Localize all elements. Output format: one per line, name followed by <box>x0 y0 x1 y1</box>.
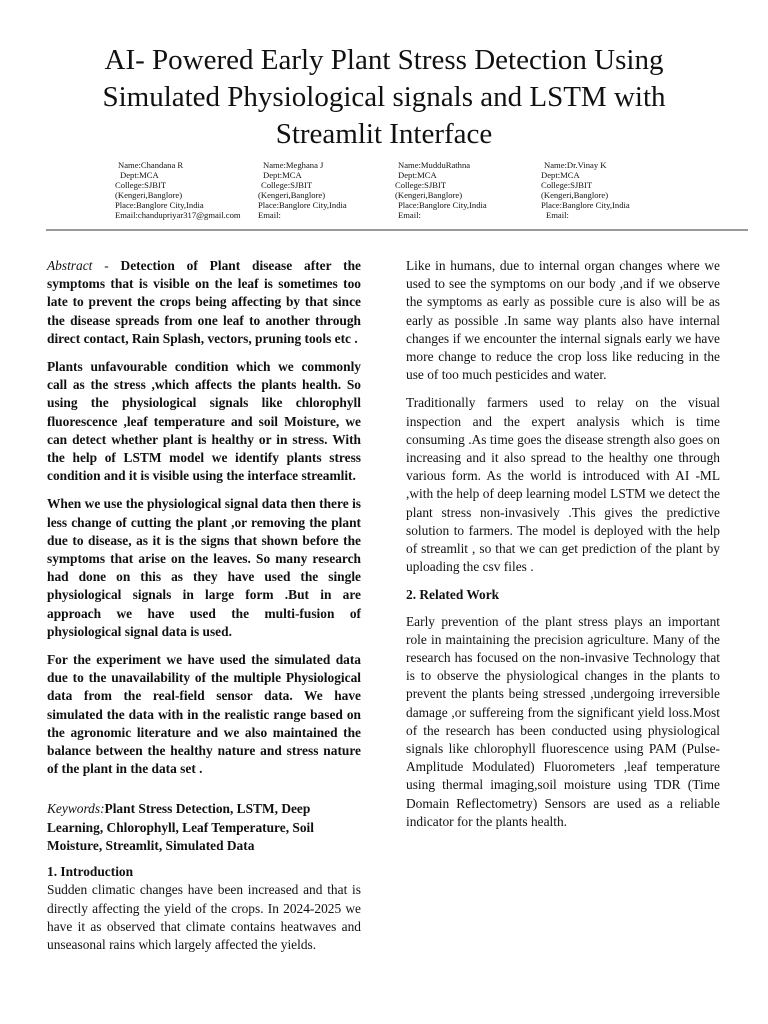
related-work-paragraph-1: Early prevention of the plant stress plays an important role in maintaining the precision agriculture. Many of the research has focused on the non-invasive Technology that is to observe the physiological changes in the plants to prevent the plants being stressed ,undergoing irreversible damage ,or suffereing from the significant yield loss.Most of the research has been conducted using physiological signals like chlorophyll fluorescence using PAM (Pulse-Amplitude Modulated) Fluorometers ,leaf temperature using thermal imaging,soil moisture using TDR (Time Domain Reflectometry) Sensors are used as a reliable indicator for the plants health. <box>406 613 720 829</box>
abstract-paragraph-3: When we use the physiological signal data then there is less change of cutting the plant ,or removing the plant due to disease, as it is the signs that shown before the symptoms that arise on the leaves. So many research had done on this as they have used the single physiological signals in large form .But in are approach we have used the multi-fusion of physiological signal data is used. <box>47 496 361 639</box>
author-location: (Kengeri,Banglore) <box>541 190 609 200</box>
author-college: College:SJBIT <box>541 180 593 190</box>
introduction-heading: 1. Introduction <box>47 864 134 880</box>
author-email: Email: <box>258 210 281 220</box>
author-email: Email: <box>546 210 569 220</box>
author-block <box>0 160 768 224</box>
author-dept: Dept:MCA <box>398 170 437 180</box>
keywords-text: Plant Stress Detection, LSTM, Deep Learning, Chlorophyll, Leaf Temperature, Soil Moisture, Streamlit, Simulated Data <box>47 801 314 853</box>
author-place: Place:Banglore City,India <box>258 200 347 210</box>
author-place: Place:Banglore City,India <box>398 200 487 210</box>
author-location: (Kengeri,Banglore) <box>115 190 183 200</box>
title-line-3: Streamlit Interface <box>275 118 493 150</box>
author-location: (Kengeri,Banglore) <box>395 190 463 200</box>
abstract-paragraph-1 <box>47 257 361 348</box>
keywords-paragraph <box>47 800 361 855</box>
author-4 <box>541 160 630 220</box>
author-place: Place:Banglore City,India <box>115 200 204 210</box>
author-3 <box>395 160 487 220</box>
title-line-1: AI- Powered Early Plant Stress Detection Using <box>104 44 664 76</box>
related-work-heading: 2. Related Work <box>406 587 500 603</box>
abstract-dash: - <box>92 258 121 273</box>
author-location: (Kengeri,Banglore) <box>258 190 326 200</box>
author-2 <box>258 160 347 220</box>
right-column <box>406 257 720 841</box>
author-name: Name:Chandana R <box>118 160 184 170</box>
header-divider <box>46 229 748 231</box>
title-line-2: Simulated Physiological signals and LSTM with <box>102 81 666 113</box>
left-column <box>47 257 361 964</box>
author-place: Place:Banglore City,India <box>541 200 630 210</box>
author-college: College:SJBIT <box>115 180 167 190</box>
author-name: Name:Meghana J <box>263 160 324 170</box>
author-name: Name:MudduRathna <box>398 160 471 170</box>
author-college: College:SJBIT <box>261 180 313 190</box>
author-college: College:SJBIT <box>395 180 447 190</box>
author-dept: Dept:MCA <box>120 170 159 180</box>
author-dept: Dept:MCA <box>263 170 302 180</box>
author-email: Email: <box>398 210 421 220</box>
keywords-label: Keywords: <box>47 801 105 817</box>
introduction-paragraph-2: Like in humans, due to internal organ changes where we used to see the symptoms on our body ,and if we observe the symptoms as early as possible cure is also will be as early as possible .In same way plants also have internal changes if we encounter the internal signals early we have more change to reduce the crop loss like reducing in the use of too much pesticides and water. <box>406 258 720 383</box>
author-email: Email:chandupriyar317@gmail.com <box>115 210 241 220</box>
abstract-paragraph-2: Plants unfavourable condition which we commonly call as the stress ,which affects the plants health. So using the physiological signals like chlorophyll fluorescence ,leaf temperature and soil Moisture, we can detect whether plant is healthy or in stress. With the help of LSTM model we identify plants stress condition and it is visible using the interface streamlit. <box>47 359 361 484</box>
introduction-paragraph-1: Sudden climatic changes have been increased and that is directly affecting the yield of the crops. In 2024-2025 we have it as observed that climate contains heatwaves and unseasonal rains which largely affected the yields. <box>47 882 361 952</box>
author-dept: Dept:MCA <box>541 170 580 180</box>
abstract-label: Abstract <box>47 258 93 273</box>
introduction-paragraph-3: Traditionally farmers used to relay on the visual inspection and the expert analysis which is time consuming .As time goes the disease strength also goes on increasing and it also spread to the healthy one through various form. As the world is introduced with AI -ML ,with the help of deep learning model LSTM we detect the plant stress non-invasively .This gives the predictive solution to farmers. The model is deployed with the help of streamlit , so that we can get prediction of the plant by uploading the csv files . <box>406 395 720 575</box>
abstract-text-1: Detection of Plant disease after the symptoms that is visible on the leaf is sometimes too late to prevent the crops being affecting by that since the disease spreads from one leaf to another through direct contact, Rain Splash, vectors, pruning tools etc . <box>47 258 361 346</box>
author-name: Name:Dr.Vinay K <box>544 160 607 170</box>
author-1 <box>115 160 241 220</box>
paper-title <box>40 42 728 153</box>
abstract-paragraph-4: For the experiment we have used the simulated data due to the unavailability of the multiple Physiological data from the real-field sensor data. We have simulated the data with in the realistic range based on the agronomic literature and we also maintained the balance between the healthy nature and stress nature of the plant in the data set . <box>47 652 361 777</box>
